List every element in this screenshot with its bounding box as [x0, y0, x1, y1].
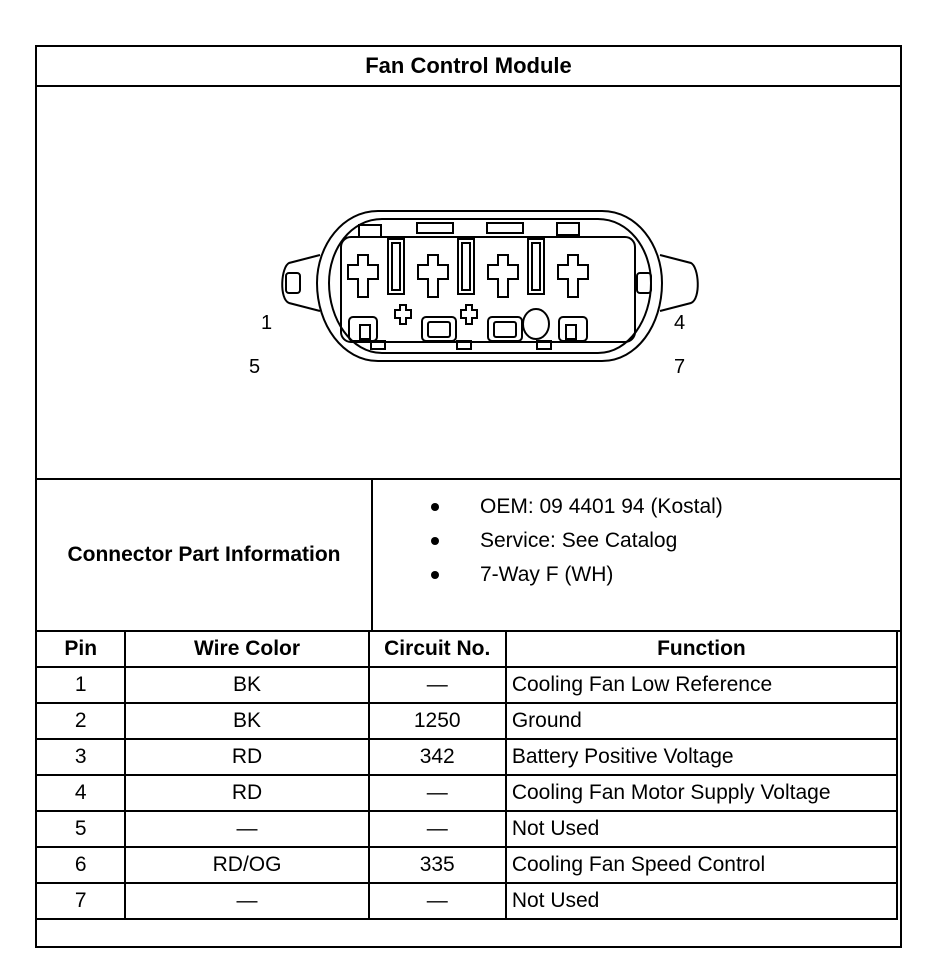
- circuit-cell: —: [369, 775, 506, 811]
- wire-color-cell: RD/OG: [125, 847, 368, 883]
- pin-table-header: [36, 631, 897, 667]
- wire-color-cell: —: [125, 811, 368, 847]
- circuit-cell: —: [369, 883, 506, 919]
- table-row: [36, 775, 897, 811]
- table-row: [36, 703, 897, 739]
- function-cell: Cooling Fan Low Reference: [506, 667, 897, 703]
- connector-info-item: Service: See Catalog: [373, 524, 723, 558]
- pin-label-1: 1: [261, 312, 273, 334]
- function-cell: Not Used: [506, 811, 897, 847]
- circuit-cell: 1250: [369, 703, 506, 739]
- function-cell: Ground: [506, 703, 897, 739]
- function-cell: Cooling Fan Speed Control: [506, 847, 897, 883]
- pin-label-7: 7: [674, 356, 686, 378]
- circuit-cell: —: [369, 667, 506, 703]
- header-wire-color: Wire Color: [125, 631, 368, 667]
- function-cell: Cooling Fan Motor Supply Voltage: [506, 775, 897, 811]
- pin-label-4: 4: [674, 312, 686, 334]
- pin-cell: 2: [36, 703, 125, 739]
- table-row: [36, 667, 897, 703]
- connector-info-list: [373, 490, 723, 592]
- table-row: [36, 811, 897, 847]
- connector-diagram: [37, 87, 900, 480]
- function-cell: Battery Positive Voltage: [506, 739, 897, 775]
- connector-info-label: Connector Part Information: [37, 480, 373, 630]
- wire-color-cell: RD: [125, 739, 368, 775]
- pin-cell: 3: [36, 739, 125, 775]
- circuit-cell: 335: [369, 847, 506, 883]
- connector-part-information: [37, 480, 900, 632]
- circuit-cell: 342: [369, 739, 506, 775]
- pin-table: [35, 630, 898, 920]
- header-function: Function: [506, 631, 897, 667]
- function-cell: Not Used: [506, 883, 897, 919]
- pin-cell: 6: [36, 847, 125, 883]
- connector-sheet: [35, 45, 902, 948]
- connector-info-item: OEM: 09 4401 94 (Kostal): [373, 490, 723, 524]
- table-row: [36, 739, 897, 775]
- pin-label-5: 5: [249, 356, 261, 378]
- wire-color-cell: —: [125, 883, 368, 919]
- circuit-cell: —: [369, 811, 506, 847]
- table-row: [36, 847, 897, 883]
- table-row: [36, 883, 897, 919]
- pin-cell: 1: [36, 667, 125, 703]
- header-pin: Pin: [36, 631, 125, 667]
- connector-face-drawing: [37, 87, 900, 478]
- wire-color-cell: BK: [125, 667, 368, 703]
- wire-color-cell: RD: [125, 775, 368, 811]
- pin-cell: 5: [36, 811, 125, 847]
- pin-cell: 7: [36, 883, 125, 919]
- header-circuit-no: Circuit No.: [369, 631, 506, 667]
- connector-info-item: 7-Way F (WH): [373, 558, 723, 592]
- wire-color-cell: BK: [125, 703, 368, 739]
- sheet-title: Fan Control Module: [37, 47, 900, 87]
- pin-cell: 4: [36, 775, 125, 811]
